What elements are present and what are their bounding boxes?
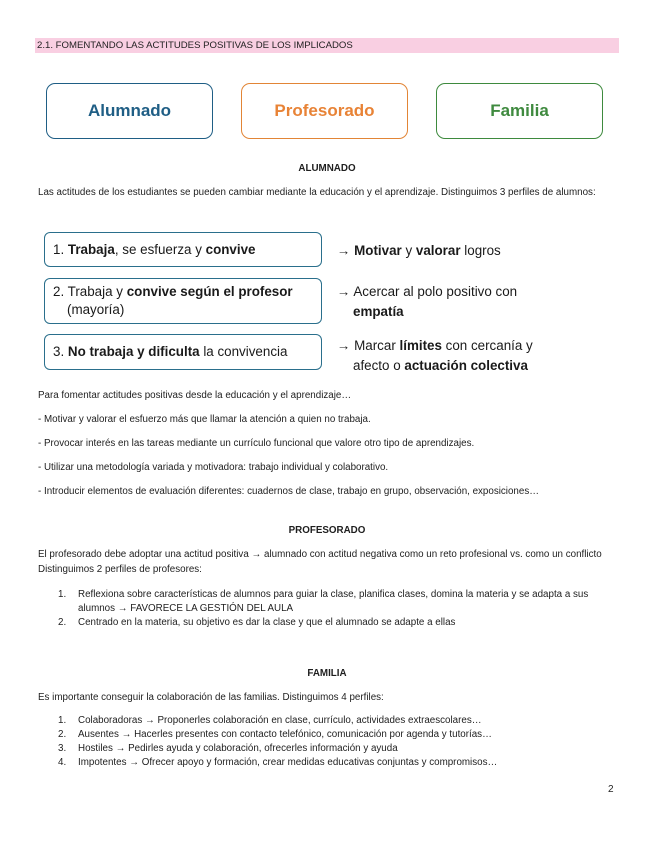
familia-heading: FAMILIA (307, 668, 347, 679)
profile-1-action: → Motivar y valorar logros (337, 243, 501, 258)
list-item: - Motivar y valorar el esfuerzo más que llamar la atención a quien no trabaja. (38, 414, 371, 425)
familia-list (58, 714, 618, 770)
stakeholder-box-familia (436, 83, 603, 139)
profesorado-intro: El profesorado debe adoptar una actitud positiva → alumnado con actitud negativa como un reto profesional vs. como un conflicto Distinguimos 2 perfiles de profesores: (38, 549, 602, 575)
stakeholder-label-familia: Familia (490, 101, 549, 120)
profile-3-text: 3. No trabaja y dificulta la convivencia (53, 344, 288, 359)
profile-2-action: → Acercar al polo positivo con empatía (337, 284, 518, 319)
stakeholder-box-alumnado (46, 83, 213, 139)
profile-2-line-2: (mayoría) (67, 302, 125, 317)
profile-2-line-1: 2. Trabaja y convive según el profesor (53, 284, 293, 299)
alumnado-intro: Las actitudes de los estudiantes se pueden cambiar mediante la educación y el aprendizaje. Distinguimos 3 perfiles de alumnos: (38, 187, 596, 198)
stakeholder-label-profesorado: Profesorado (274, 101, 375, 120)
list-item: 3. Hostiles → Pedirles ayuda y colaboración, ofrecerles información y ayuda (58, 743, 398, 754)
page-number: 2 (608, 784, 614, 795)
familia-intro: Es importante conseguir la colaboración de las familias. Distinguimos 4 perfiles: (38, 692, 384, 703)
section-heading: 2.1. FOMENTANDO LAS ACTITUDES POSITIVAS DE LOS IMPLICADOS (35, 38, 619, 53)
alumnado-heading: ALUMNADO (298, 163, 356, 174)
stakeholder-label-alumnado: Alumnado (87, 101, 172, 120)
list-item: 1. Reflexiona sobre características de alumnos para guiar la clase, planifica clases, domina la materia y se adapta a sus alumnos → FAVORECE LA GESTIÓN DEL AULA (58, 589, 589, 614)
list-item: 1. Colaboradoras → Proponerles colaboración en clase, currículo, actividades extraescolares… (58, 715, 482, 726)
profile-1-text: 1. Trabaja, se esfuerza y convive (53, 241, 256, 257)
profesorado-heading: PROFESORADO (288, 525, 366, 536)
list-item: - Provocar interés en las tareas mediante un currículo funcional que valore otro tipo de aprendizajes. (38, 438, 475, 449)
list-item: 2. Ausentes → Hacerles presentes con contacto telefónico, comunicación por agenda y tutorías… (58, 729, 492, 740)
stakeholder-box-profesorado (241, 83, 408, 139)
profesorado-list (58, 588, 618, 630)
list-item: 2. Centrado en la materia, su objetivo es dar la clase y que el alumnado se adapte a ellas (58, 617, 456, 628)
profile-box-3 (44, 334, 322, 370)
fomentar-intro: Para fomentar actitudes positivas desde la educación y el aprendizaje… (38, 390, 352, 401)
profile-3-action: → Marcar límites con cercanía y afecto o actuación colectiva (337, 338, 533, 373)
list-item: 4. Impotentes → Ofrecer apoyo y formación, crear medidas educativas conjuntas y compromisos… (58, 757, 498, 768)
profile-box-1 (44, 232, 322, 267)
list-item: - Utilizar una metodología variada y motivadora: trabajo individual y colaborativo. (38, 462, 389, 473)
list-item: - Introducir elementos de evaluación diferentes: cuadernos de clase, trabajo en grupo, observación, exposiciones… (38, 486, 540, 497)
profile-box-2 (44, 278, 322, 324)
